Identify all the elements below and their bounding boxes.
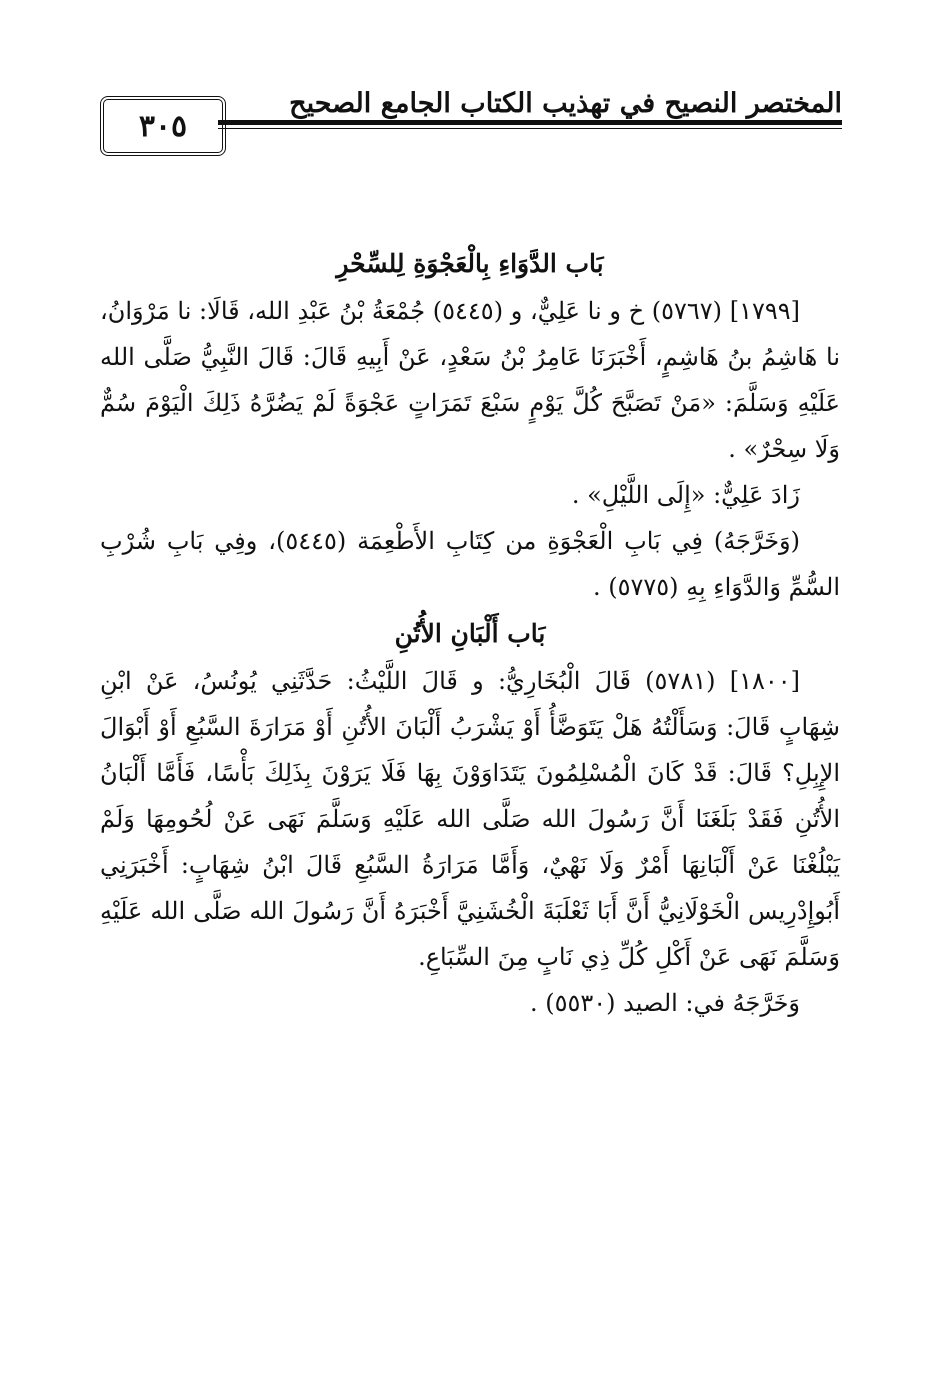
- hadith-paragraph: [١٨٠٠] (٥٧٨١) قَالَ الْبُخَارِيُّ: و قَالَ اللَّيْثُ: حَدَّثَنِي يُونُسُ، عَنْ ابْنِ شِهَابٍ قَالَ: وَسَأَلْتُهُ هَلْ يَتَوَضَّأُ أَوْ يَشْرَبُ أَلْبَانَ الأُتُنِ أَوْ مَرَارَةَ السَّبُعِ أَوْ أَبْوَالَ الإِبِلِ؟ قَالَ: قَدْ كَانَ الْمُسْلِمُونَ يَتَدَاوَوْنَ بِهَا فَلَا يَرَوْنَ بِذَلِكَ بَأْسًا، فَأَمَّا أَلْبَانُ الأُتُنِ فَقَدْ بَلَغَنَا أَنَّ رَسُولَ الله صَلَّى الله عَلَيْهِ وَسَلَّمَ نَهَى عَنْ لُحُومِهَا وَلَمْ يَبْلُغْنَا عَنْ أَلْبَانِهَا أَمْرٌ وَلَا نَهْيٌ، وَأَمَّا مَرَارَةُ السَّبُعِ قَالَ ابْنُ شِهَابٍ: أَخْبَرَنِي أَبُوإِدْرِيس الْخَوْلَانِيُّ أَنَّ أَبَا ثَعْلَبَةَ الْخُشَنِيَّ أَخْبَرَهُ أَنَّ رَسُولَ الله صَلَّى الله عَلَيْهِ وَسَلَّمَ نَهَى عَنْ أَكْلِ كُلِّ ذِي نَابٍ مِنَ السِّبَاعِ.: [100, 667, 840, 971]
- reference-paragraph: (وَخَرَّجَهُ) فِي بَابِ الْعَجْوَةِ من كِتَابِ الأَطْعِمَة (٥٤٤٥)، وفِي بَابِ شُرْبِ السُّمِّ وَالدَّوَاءِ بِهِ (٥٧٧٥) .: [100, 527, 840, 601]
- page-body: [100, 240, 840, 1026]
- chapter-heading: بَاب الدَّوَاءِ بِالْعَجْوَةِ لِلسِّحْرِ: [336, 249, 604, 278]
- book-title: المختصر النصيح في تهذيب الكتاب الجامع الصحيح: [289, 88, 842, 119]
- header-rule-thin: [218, 128, 842, 129]
- header-rule-thick: [218, 120, 842, 125]
- reference-paragraph: وَخَرَّجَهُ في: الصيد (٥٥٣٠) .: [529, 989, 800, 1017]
- page-header: [100, 86, 842, 156]
- chapter-section: [100, 240, 840, 610]
- page-number: ٣٠٥: [100, 96, 226, 156]
- hadith-paragraph: [١٧٩٩] (٥٧٦٧) خ و نا عَلِيٌّ، و (٥٤٤٥) جُمْعَةُ بْنُ عَبْدِ الله، قَالَا: نا مَرْوَانُ، نا هَاشِمُ بنُ هَاشِمٍ، أَخْبَرَنَا عَامِرُ بْنُ سَعْدٍ، عَنْ أَبِيهِ قَالَ: قَالَ النَّبِيُّ صَلَّى الله عَلَيْهِ وَسَلَّمَ: «مَنْ تَصَبَّحَ كُلَّ يَوْمٍ سَبْعَ تَمَرَاتٍ عَجْوَةً لَمْ يَضُرَّهُ ذَلِكَ الْيَوْمَ سُمٌّ وَلَا سِحْرٌ» .: [100, 297, 840, 463]
- chapter-section: [100, 610, 840, 1026]
- chapter-heading: بَاب أَلْبَانِ الأُتُنِ: [394, 619, 546, 648]
- addition-paragraph: زَادَ عَلِيٌّ: «إِلَى اللَّيْلِ» .: [571, 481, 800, 509]
